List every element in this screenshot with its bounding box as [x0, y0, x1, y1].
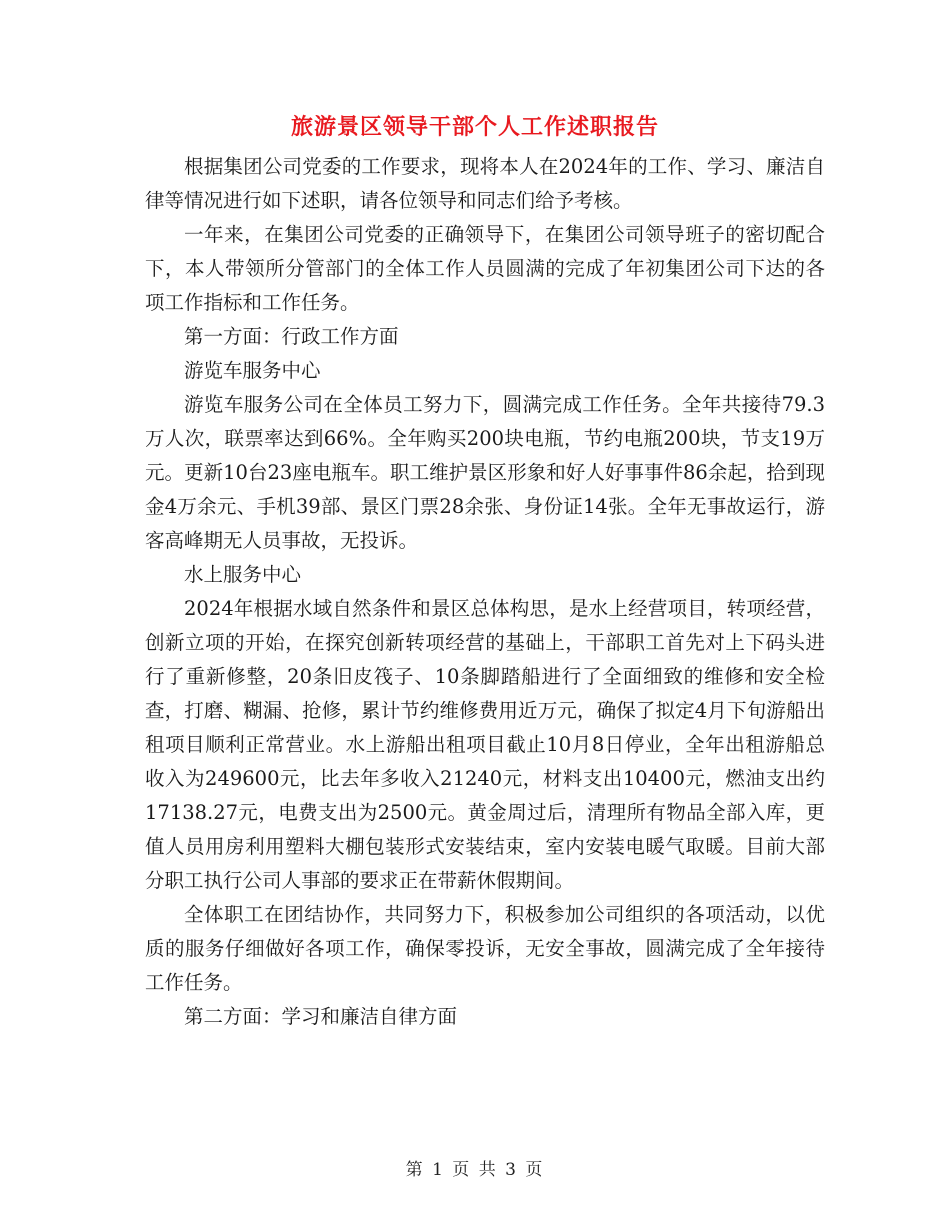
subheading-tour-vehicle-center: 游览车服务中心: [184, 359, 321, 382]
section-heading-study-integrity: 第二方面：学习和廉洁自律方面: [184, 1005, 458, 1028]
document-body: [145, 150, 825, 1034]
paragraph-staff-cooperation: 全体职工在团结协作，共同努力下，积极参加公司组织的各项活动，以优质的服务仔细做好各项工作，确保零投诉，无安全事故，圆满完成了全年接待工作任务。: [145, 903, 825, 994]
page-number-footer: 第 1 页 共 3 页: [405, 1160, 545, 1180]
paragraph-tour-vehicle: 游览车服务公司在全体员工努力下，圆满完成工作任务。全年共接待79.3万人次，联票率达到66%。全年购买200块电瓶，节约电瓶200块，节支19万元。更新10台23座电瓶车。职工维护景区形象和好人好事事件86余起，拾到现金4万余元、手机39部、景区门票28余张、身份证14张。全年无事故运行，游客高峰期无人员事故，无投诉。: [145, 393, 825, 552]
document-title: 旅游景区领导干部个人工作述职报告: [290, 114, 659, 140]
subheading-water-service-center: 水上服务中心: [184, 563, 302, 586]
paragraph-overview: 一年来，在集团公司党委的正确领导下，在集团公司领导班子的密切配合下，本人带领所分管部门的全体工作人员圆满的完成了年初集团公司下达的各项工作指标和工作任务。: [145, 223, 825, 314]
paragraph-water-service: 2024年根据水域自然条件和景区总体构思，是水上经营项目，转项经营，创新立项的开始，在探究创新转项经营的基础上，干部职工首先对上下码头进行了重新修整，20条旧皮筏子、10条脚踏船进行了全面细致的维修和安全检查，打磨、糊漏、抢修，累计节约维修费用近万元，确保了拟定4月下旬游船出租项目顺利正常营业。水上游船出租项目截止10月8日停业，全年出租游船总收入为249600元，比去年多收入21240元，材料支出10400元，燃油支出约17138.27元，电费支出为2500元。黄金周过后，清理所有物品全部入库，更值人员用房利用塑料大棚包装形式安装结束，室内安装电暖气取暖。目前大部分职工执行公司人事部的要求正在带薪休假期间。: [145, 597, 825, 892]
paragraph-intro: 根据集团公司党委的工作要求，现将本人在2024年的工作、学习、廉洁自律等情况进行如下述职，请各位领导和同志们给予考核。: [145, 155, 825, 212]
section-heading-administration: 第一方面：行政工作方面: [184, 325, 399, 348]
